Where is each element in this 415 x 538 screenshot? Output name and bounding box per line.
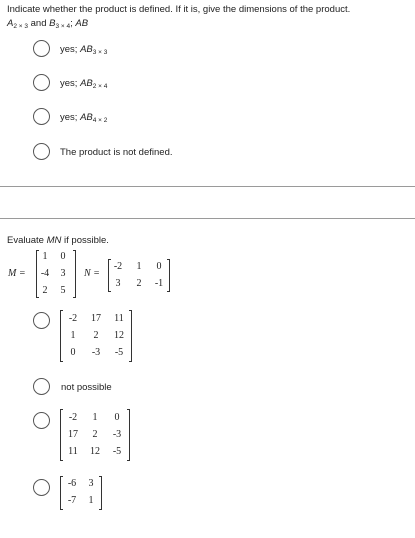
matrix-cell: 1 (88, 495, 94, 506)
matrix-b-dims: 3 × 4 (55, 23, 71, 30)
q2-option-1-radio[interactable] (33, 312, 50, 329)
question-divider-top (0, 186, 415, 187)
q1-option-4-label: The product is not defined. (60, 147, 173, 158)
option-matrix: AB (80, 78, 93, 89)
matrix-cell: 3 (60, 268, 66, 279)
matrix-a-dims: 2 × 3 (13, 23, 28, 30)
matrix-cell: 0 (114, 412, 120, 423)
option-prefix: yes; (60, 112, 81, 123)
matrix-cell: 11 (68, 446, 78, 457)
matrix-cell: -3 (112, 429, 122, 440)
matrix-cell: -5 (114, 347, 124, 358)
matrix-cell: -1 (154, 278, 164, 289)
and-text: and (27, 18, 50, 29)
matrix-m (36, 250, 76, 298)
q2-option-1-matrix (60, 310, 132, 362)
option-matrix: AB (80, 44, 93, 55)
matrix-cell: 0 (60, 251, 66, 262)
matrix-cell: -7 (67, 495, 77, 506)
q2-prompt (7, 235, 109, 247)
matrix-cell: 17 (91, 313, 101, 324)
matrix-cell: 1 (70, 330, 76, 341)
prompt-text: Evaluate (7, 235, 47, 246)
matrix-cell: -2 (68, 313, 78, 324)
matrix-cell: 2 (42, 285, 48, 296)
option-prefix: yes; (60, 44, 81, 55)
q1-option-4-radio[interactable] (33, 143, 50, 160)
matrix-cell: 1 (42, 251, 48, 262)
matrix-cell: 12 (114, 330, 124, 341)
matrix-cell: 0 (70, 347, 76, 358)
q1-prompt: Indicate whether the product is defined. If it is, give the dimensions of the product. (7, 4, 351, 15)
matrix-a-name: A (7, 18, 14, 29)
matrix-cell: 3 (115, 278, 121, 289)
matrix-cell: 2 (93, 330, 99, 341)
matrix-n (108, 259, 170, 292)
q1-option-1-radio[interactable] (33, 40, 50, 57)
option-dims: 3 × 3 (92, 49, 108, 56)
q2-option-4-matrix (60, 476, 102, 510)
product-name: AB (75, 18, 89, 29)
prompt-product: MN (46, 235, 62, 246)
matrix-cell: 3 (88, 478, 94, 489)
q1-option-3-label (60, 112, 107, 127)
q1-option-2-radio[interactable] (33, 74, 50, 91)
separator: ; (70, 18, 76, 29)
matrix-cell: 2 (92, 429, 98, 440)
matrix-cell: -5 (112, 446, 122, 457)
option-dims: 2 × 4 (92, 83, 108, 90)
q1-option-3-radio[interactable] (33, 108, 50, 125)
matrix-cell: -4 (40, 268, 50, 279)
matrix-cell: 11 (114, 313, 124, 324)
matrix-cell: 2 (136, 278, 142, 289)
matrix-cell: 1 (136, 261, 142, 272)
prompt-text: if possible. (61, 235, 109, 246)
option-prefix: yes; (60, 78, 81, 89)
matrix-cell: 12 (90, 446, 100, 457)
q1-option-2-label (60, 78, 107, 93)
q1-matrices-line (7, 18, 88, 33)
matrix-cell: 17 (68, 429, 78, 440)
option-matrix: AB (80, 112, 93, 123)
matrix-cell: 1 (92, 412, 98, 423)
q2-option-2-label: not possible (61, 382, 112, 393)
matrix-cell: 0 (156, 261, 162, 272)
matrix-n-label: N = (84, 268, 100, 279)
q1-option-1-label (60, 44, 107, 59)
matrix-m-label: M = (8, 268, 26, 279)
option-dims: 4 × 2 (92, 117, 108, 124)
matrix-b-name: B (49, 18, 56, 29)
question-divider-bottom (0, 218, 415, 219)
matrix-cell: -2 (113, 261, 123, 272)
q2-option-4-radio[interactable] (33, 479, 50, 496)
q2-option-3-matrix (60, 409, 130, 461)
matrix-cell: -6 (67, 478, 77, 489)
matrix-cell: -3 (91, 347, 101, 358)
matrix-cell: -2 (68, 412, 78, 423)
q2-option-2-radio[interactable] (33, 378, 50, 395)
matrix-cell: 5 (60, 285, 66, 296)
q2-option-3-radio[interactable] (33, 412, 50, 429)
